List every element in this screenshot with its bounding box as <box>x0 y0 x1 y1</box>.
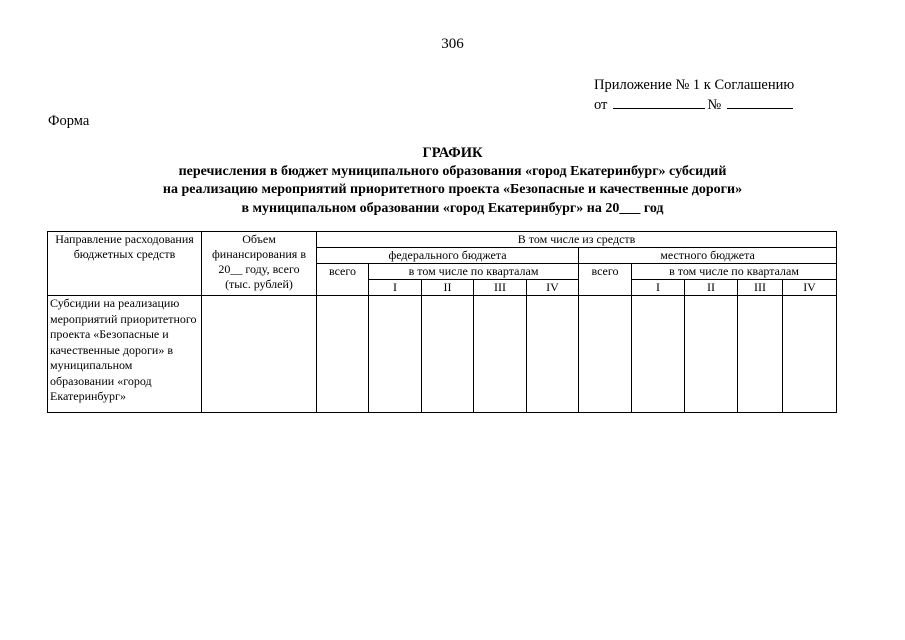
cell-federal-total <box>317 296 369 413</box>
document-title <box>0 144 905 218</box>
header-including-funds: В том числе из средств <box>317 232 837 248</box>
cell-federal-q2 <box>422 296 474 413</box>
form-label: Форма <box>48 113 90 129</box>
header-federal-q4: IV <box>527 280 579 296</box>
header-volume-line-1: Объем финансирования в <box>212 232 306 261</box>
header-federal-budget: федерального бюджета <box>317 248 579 264</box>
header-federal-q2: II <box>422 280 474 296</box>
payment-schedule-table <box>47 231 837 413</box>
appendix-from-label: от <box>594 97 608 113</box>
row-label-subsidies: Субсидии на реализацию мероприятий приоритетного проекта «Безопасные и качественные дороги» в муниципальном образовании «город Екатеринбург» <box>48 296 202 413</box>
cell-federal-q4 <box>527 296 579 413</box>
header-local-by-quarters: в том числе по кварталам <box>632 264 837 280</box>
header-direction: Направление расходования бюджетных средств <box>48 232 202 296</box>
cell-local-q2 <box>685 296 738 413</box>
title-line-3: в муниципальном образовании «город Екатеринбург» на 20___ год <box>241 200 664 216</box>
header-local-q1: I <box>632 280 685 296</box>
header-federal-by-quarters: в том числе по кварталам <box>369 264 579 280</box>
header-federal-q3: III <box>474 280 527 296</box>
header-federal-q1: I <box>369 280 422 296</box>
header-local-q3: III <box>738 280 783 296</box>
header-local-budget: местного бюджета <box>579 248 837 264</box>
cell-volume <box>202 296 317 413</box>
cell-federal-q3 <box>474 296 527 413</box>
header-federal-total: всего <box>317 264 369 296</box>
appendix-reference <box>594 76 794 115</box>
title-main: ГРАФИК <box>422 145 483 161</box>
date-blank <box>613 95 705 109</box>
cell-local-total <box>579 296 632 413</box>
cell-local-q1 <box>632 296 685 413</box>
appendix-number-label: № <box>707 97 722 113</box>
header-local-q4: IV <box>783 280 837 296</box>
appendix-date-number-line <box>594 95 794 115</box>
number-blank <box>727 95 793 109</box>
header-volume-line-2: 20__ году, всего <box>218 262 300 276</box>
title-line-1: перечисления в бюджет муниципального образования «город Екатеринбург» субсидий <box>178 163 727 179</box>
header-local-total: всего <box>579 264 632 296</box>
page-number: 306 <box>441 36 464 52</box>
appendix-title: Приложение № 1 к Соглашению <box>594 77 795 93</box>
title-line-2: на реализацию мероприятий приоритетного проекта «Безопасные и качественные дороги» <box>162 182 743 197</box>
header-volume-line-3: (тыс. рублей) <box>225 277 293 291</box>
cell-local-q3 <box>738 296 783 413</box>
cell-federal-q1 <box>369 296 422 413</box>
cell-local-q4 <box>783 296 837 413</box>
header-volume <box>202 232 317 296</box>
header-local-q2: II <box>685 280 738 296</box>
